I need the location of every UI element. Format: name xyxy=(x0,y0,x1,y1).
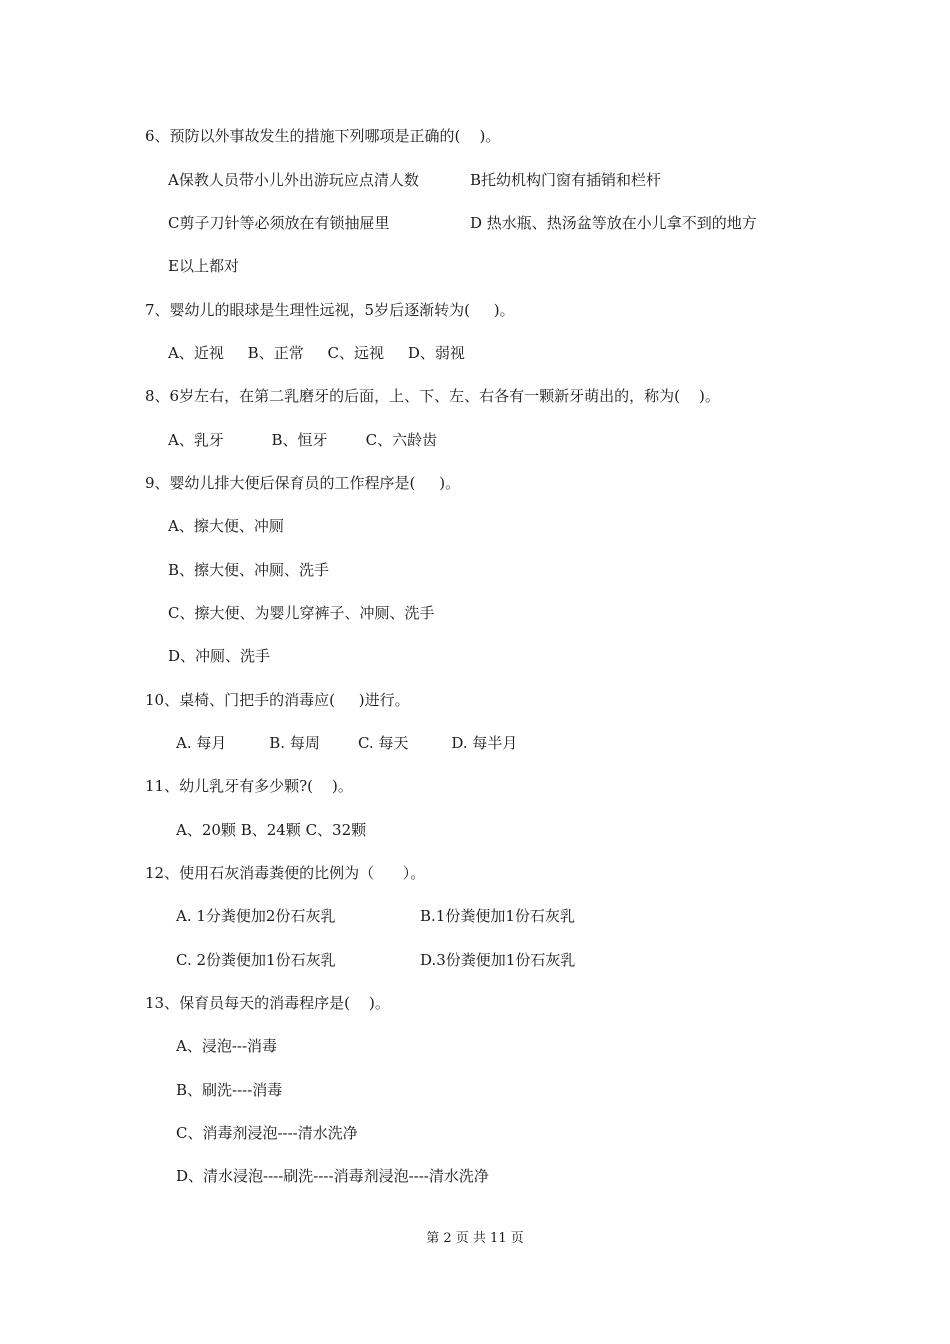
question-12-option-b: B.1份粪便加1份石灰乳 xyxy=(420,907,575,925)
question-13-stem: 13、保育员每天的消毒程序是( )。 xyxy=(145,994,390,1012)
question-11-options: A、20颗 B、24颗 C、32颗 xyxy=(176,821,367,839)
question-12-stem: 12、使用石灰消毒粪便的比例为（ ）。 xyxy=(145,864,426,882)
question-11-stem: 11、幼儿乳牙有多少颗?( )。 xyxy=(145,777,353,795)
question-13-option-a: A、浸泡---消毒 xyxy=(176,1037,278,1055)
question-6-option-d: D 热水瓶、热汤盆等放在小儿拿不到的地方 xyxy=(470,214,757,232)
question-13-option-d: D、清水浸泡----刷洗----消毒剂浸泡----清水洗净 xyxy=(176,1167,489,1185)
question-8-stem: 8、6岁左右，在第二乳磨牙的后面，上、下、左、右各有一颗新牙萌出的，称为( )。 xyxy=(145,387,720,405)
question-7-stem: 7、婴幼儿的眼球是生理性远视，5岁后逐渐转为( )。 xyxy=(145,301,515,319)
question-10-stem: 10、桌椅、门把手的消毒应( )进行。 xyxy=(145,691,410,709)
question-13-option-b: B、刷洗----消毒 xyxy=(176,1081,283,1099)
question-6-option-c: C剪子刀针等必须放在有锁抽屉里 xyxy=(168,214,390,232)
question-13-option-c: C、消毒剂浸泡----清水洗净 xyxy=(176,1124,358,1142)
question-9-stem: 9、婴幼儿排大便后保育员的工作程序是( )。 xyxy=(145,474,461,492)
question-8-options: A、乳牙 B、恒牙 C、六龄齿 xyxy=(168,431,438,449)
question-10-options: A. 每月 B. 每周 C. 每天 D. 每半月 xyxy=(176,734,518,752)
question-9-option-a: A、擦大便、冲厕 xyxy=(168,517,284,535)
question-6-stem: 6、预防以外事故发生的措施下列哪项是正确的( )。 xyxy=(145,127,501,145)
question-6-option-a: A保教人员带小儿外出游玩应点清人数 xyxy=(168,171,419,189)
question-7-options: A、近视 B、正常 C、远视 D、弱视 xyxy=(168,344,465,362)
question-9-option-d: D、冲厕、洗手 xyxy=(168,647,271,665)
question-9-option-c: C、擦大便、为婴儿穿裤子、冲厕、洗手 xyxy=(168,604,435,622)
question-12-option-d: D.3份粪便加1份石灰乳 xyxy=(420,951,576,969)
question-9-option-b: B、擦大便、冲厕、洗手 xyxy=(168,561,330,579)
question-6-option-e: E以上都对 xyxy=(168,257,239,275)
question-6-option-b: B托幼机构门窗有插销和栏杆 xyxy=(470,171,662,189)
page-number-footer: 第 2 页 共 11 页 xyxy=(426,1231,524,1246)
question-12-option-c: C. 2份粪便加1份石灰乳 xyxy=(176,951,336,969)
question-12-option-a: A. 1分粪便加2份石灰乳 xyxy=(176,907,336,925)
